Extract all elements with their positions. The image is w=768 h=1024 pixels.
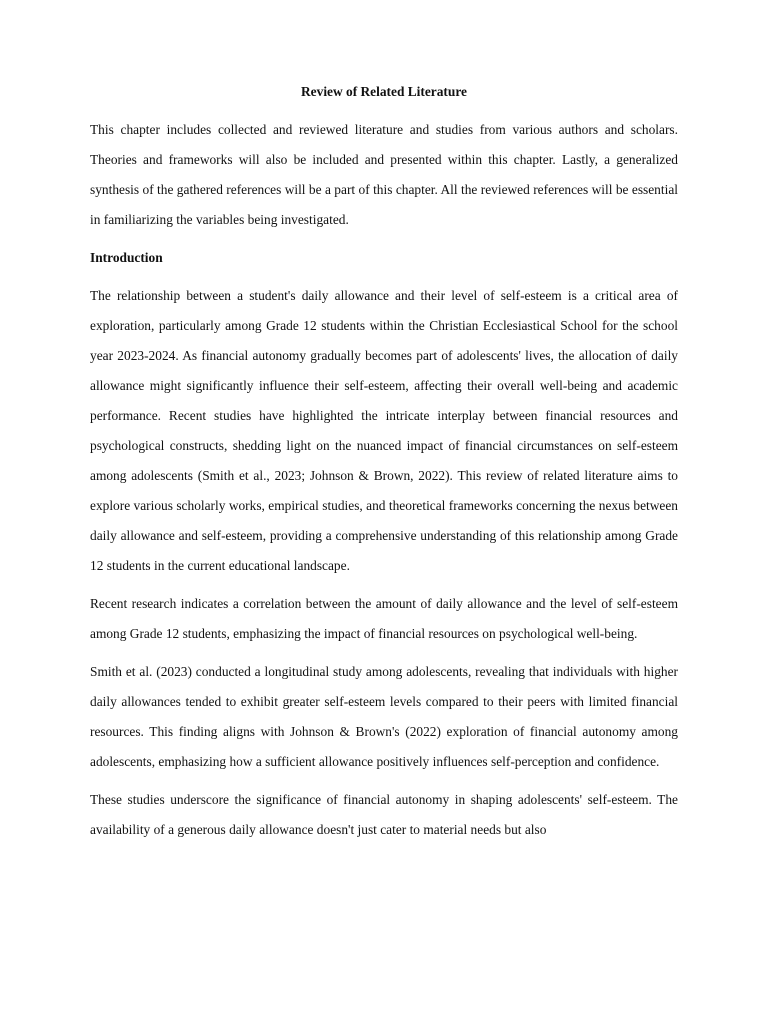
section-heading-introduction: Introduction xyxy=(90,250,163,265)
page-title: Review of Related Literature xyxy=(301,84,467,99)
intro-paragraph: This chapter includes collected and reviewed literature and studies from various authors and scholars. Theories and frameworks will also be included and presented within this chapter. Lastly, a generalized synthesis of the gathered references will be a part of this chapter. All the reviewed references will be essential in familiarizing the variables being investigated. xyxy=(90,122,678,227)
paragraph-correlation: Recent research indicates a correlation between the amount of daily allowance and the level of self-esteem among Grade 12 students, emphasizing the impact of financial resources on psychological well-being. xyxy=(90,596,678,641)
paragraph-significance: These studies underscore the significance of financial autonomy in shaping adolescents' self-esteem. The availability of a generous daily allowance doesn't just cater to material needs but also xyxy=(90,792,678,837)
paragraph-relationship: The relationship between a student's daily allowance and their level of self-esteem is a critical area of exploration, particularly among Grade 12 students within the Christian Ecclesiastical School for the school year 2023-2024. As financial autonomy gradually becomes part of adolescents' lives, the allocation of daily allowance might significantly influence their self-esteem, affecting their overall well-being and academic performance. Recent studies have highlighted the intricate interplay between financial resources and psychological constructs, shedding light on the nuanced impact of financial circumstances on self-esteem among adolescents (Smith et al., 2023; Johnson & Brown, 2022). This review of related literature aims to explore various scholarly works, empirical studies, and theoretical frameworks concerning the nexus between daily allowance and self-esteem, providing a comprehensive understanding of this relationship among Grade 12 students in the current educational landscape. xyxy=(90,288,678,573)
paragraph-smith-study: Smith et al. (2023) conducted a longitudinal study among adolescents, revealing that individuals with higher daily allowances tended to exhibit greater self-esteem levels compared to their peers with limited financial resources. This finding aligns with Johnson & Brown's (2022) exploration of financial autonomy among adolescents, emphasizing how a sufficient allowance positively influences self-perception and confidence. xyxy=(90,664,678,769)
